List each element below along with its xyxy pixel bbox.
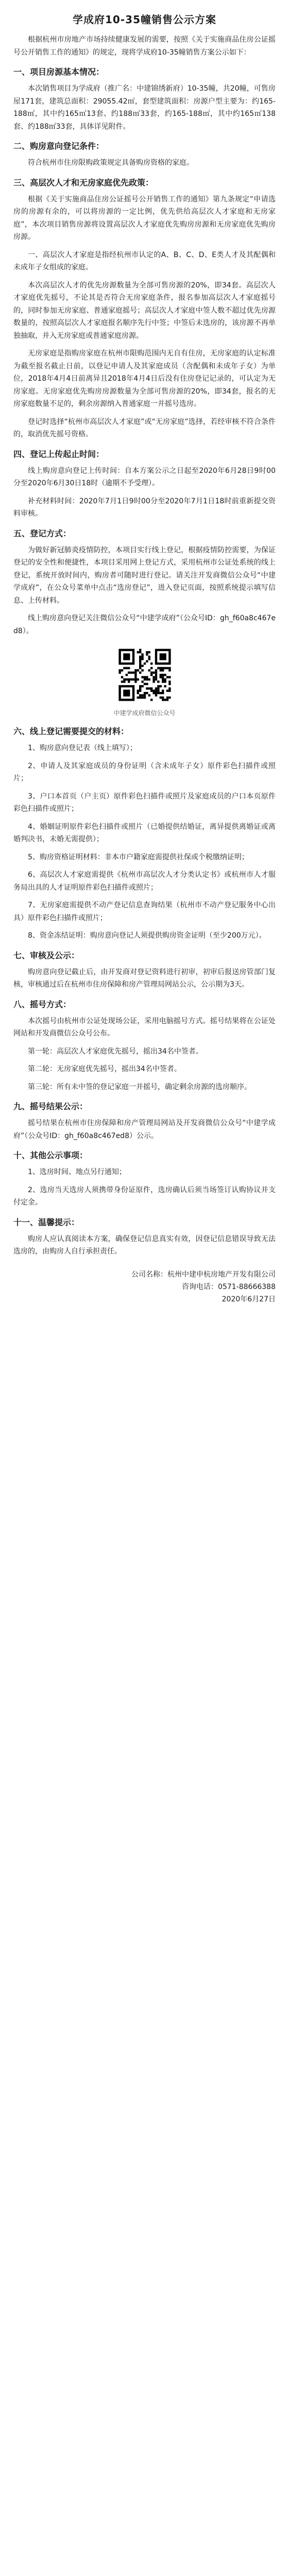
qr-caption: 中建学成府微信公众号 [113, 709, 176, 717]
section-heading: 六、线上登记需要提交的材料： [13, 726, 129, 736]
section-heading: 七、审核及公示： [13, 950, 80, 960]
section-paragraph: 第三轮：所有未中签的登记家庭一并摇号，确定剩余房源的选房顺序。 [28, 1082, 251, 1091]
section-heading: 二、购房意向登记条件： [13, 141, 105, 151]
section-paragraph: 2、选房当天选房人须携带身份证原件，选房确认后须当场签订认购协议并支付定金。 [13, 1185, 276, 1207]
section-paragraph: 一、高层次人才家庭是指经杭州市认定的A、B、C、D、E类人才及其配偶和未成年子女组成的家庭。 [13, 250, 276, 272]
section-paragraph: 本次销售项目为学成府（推广名：中建锦绣新府）10-35幢，共20幢，可售房屋171套，建筑总面积：29055.42㎡，套型建筑面积：房源户型主要为：约165-188㎡，其中约165㎡13套、约188㎡33套，约165-188㎡，其中约165㎡138套、约188㎡33套，具体详见附件。 [13, 84, 276, 131]
section-paragraph: 登记时选择“杭州市高层次人才家庭”或“无房家庭”选择，若经审核不符合条件的，取消优先摇号资格。 [13, 417, 276, 438]
section-paragraph: 1、购房意向登记表（线上填写）； [28, 744, 137, 752]
section-paragraph: 无房家庭是指购房家庭在杭州市限购范围内无自有住房，无房家庭的认定标准为截至报名截止日前，以登记申请人及其家庭成员（含配偶和未成年子女）为单位，2018年4月4日前离异且2018年4月4日后没有住房登记记录的，可认定为无房家庭。无房家庭优先购房房源数量为全部可售房源的20%，即34套，报名的无房家庭数量不足的，剩余房源纳入普通家庭一并摇号选房。 [13, 349, 276, 408]
section-heading: 十、其他公示事项： [13, 1150, 88, 1160]
section-heading: 十一、温馨提示： [13, 1217, 80, 1227]
section-paragraph: 第二轮：无房家庭优先摇号，摇出34名中签者。 [28, 1065, 181, 1073]
section-paragraph: 为做好新冠肺炎疫情防控，本项目实行线上登记，根据疫情防控需要，为保证登记的安全性和便捷性，本项目采用网上登记方式，采用杭州市公证处系统的线上登记，系统开放时间内，购房者可随时进行登记。请关注开发商微信公众号“中建学成府”，在公众号菜单中点击“选房登记”，进入登记页面，按照系统提示填写信息、上传材料。 [13, 546, 276, 605]
section-paragraph: 6、高层次人才家庭需提供《杭州市高层次人才分类认定书》或杭州市人才服务局出具的人才证明原件彩色扫描件或照片； [13, 871, 276, 892]
section-paragraph: 5、购房资格证明材料：非本市户籍家庭需提供社保或个税缴纳证明； [28, 853, 249, 861]
section-heading: 八、摇号方式： [13, 999, 72, 1009]
section-paragraph: 8、资金冻结证明：购房意向登记人须提供购房资金证明（至少200万元）。 [28, 931, 266, 940]
section-paragraph: 补充材料时间：2020年7月1日9时00分至2020年7月1日18时前重新提交资料审核。 [13, 497, 276, 518]
section-paragraph: 线上购房意向登记关注微信公众号“中建学成府”（公众号ID：gh_f60a8c467ed8）。 [13, 614, 276, 635]
contact-phone: 咨询电话：0571-88666388 [182, 1282, 276, 1291]
document-footer [13, 1268, 276, 1306]
section-paragraph: 购房人应认真阅读本方案，确保登记信息真实有效，因登记信息错误导致无法选房的，由购房人自行承担责任。 [13, 1234, 276, 1256]
section-paragraph: 根据《关于实施商品住房公证摇号公开销售工作的通知》第九条规定“申请选房的房源有余的，可以将房源的一定比例，优先供给高层次人才家庭和无房家庭”，本次项目销售房源将设置高层次人才家庭优先购房房源和无房家庭优先购房房源。 [13, 195, 276, 241]
section-paragraph: 线上购房意向登记上传时间：自本方案公示之日起至2020年6月28日9时00分至2020年6月30日18时（逾期不予受理）。 [13, 466, 276, 487]
document-title: 学成府10-35幢销售公示方案 [73, 13, 216, 26]
section-heading: 一、项目房源基本情况： [13, 67, 105, 77]
section-paragraph: 符合杭州市住房限购政策规定具备购房资格的家庭。 [28, 159, 194, 167]
section-paragraph: 4、婚姻证明原件彩色扫描件或照片（已婚提供结婚证，离异提供离婚证或离婚判决书，未婚无需提供）； [13, 822, 276, 843]
section-paragraph: 1、选房时间、地点另行通知； [28, 1168, 126, 1176]
section-paragraph: 7、无房家庭需提供不动产登记信息查询结果（杭州市不动产登记服务中心出具）原件彩色扫描件或照片； [13, 901, 276, 922]
section-paragraph: 3、户口本首页（户主页）原件彩色扫描件或照片及家庭成员的户口本页原件彩色扫描件或照片； [13, 792, 276, 813]
section-heading: 三、高层次人才和无房家庭优先政策： [13, 177, 154, 188]
section-paragraph: 本次摇号由杭州市公证处现场公证，采用电脑摇号方式。摇号结果将在公证处网站和开发商微信公众号公布。 [13, 1016, 276, 1038]
section-heading: 五、登记方式： [13, 528, 72, 538]
section-paragraph: 2、申请人及其家庭成员的身份证明（含未成年子女）原件彩色扫描件或照片； [13, 761, 276, 783]
company-name: 公司名称：杭州中建申杭房地产开发有限公司 [131, 1270, 276, 1279]
section-paragraph: 购房意向登记截止后，由开发商对登记资料进行初审，初审后报送房管部门复核，审核通过后在杭州市住房保障和房产管理局网站公示，公示期为3天。 [13, 968, 276, 989]
qr-code-block [13, 647, 276, 717]
section-paragraph: 本次高层次人才的优先房源数量为全部可售房源的20%，即34套。高层次人才家庭优先摇号，不论其是否符合无房家庭条件，报名参加高层次人才家庭摇号的，同时参加无房家庭、普通家庭摇号；高层次人才家庭中签人数不超过优先房源数量的，按照高层次人才家庭报名顺序先行中签；中签后未选房的，该房源不再单独抽取，并入无房家庭或普通家庭房源。 [13, 281, 276, 340]
section-heading: 四、登记上传起止时间： [13, 449, 105, 459]
sections-container [13, 66, 276, 1258]
qr-code-icon [116, 647, 173, 703]
section-paragraph: 摇号结果在杭州市住房保障和房产管理局网站及开发商微信公众号“中建学成府”（公众号ID：gh_f60a8c467ed8）公示。 [13, 1119, 276, 1140]
publish-date: 2020年6月27日 [222, 1295, 276, 1303]
section-paragraph: 第一轮：高层次人才家庭优先摇号，摇出34名中签者。 [28, 1047, 203, 1056]
section-heading: 九、摇号结果公示： [13, 1101, 88, 1111]
intro-paragraph: 根据杭州市房地产市场持续健康发展的需要，按照《关于实施商品住房公证摇号公开销售工作的通知》的规定，现将学成府10-35幢销售方案公示如下： [13, 36, 276, 57]
